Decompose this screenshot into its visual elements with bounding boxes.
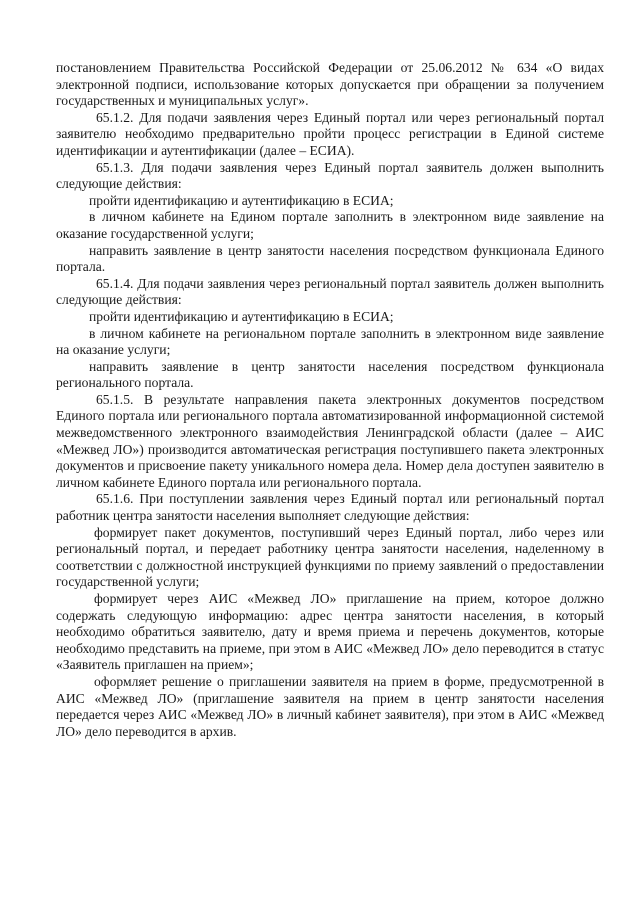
list-item: пройти идентификацию и аутентификацию в ЕСИА; [89, 308, 394, 324]
list-item: формирует через АИС «Межвед ЛО» приглашение на прием, которое должно содержать следующую информацию: адрес центра занятости населения, в который необходимо обратиться заявителю, дату и время приема и перечень документов, которые необходимо представить на приеме, при этом в АИС «Межвед ЛО» дело переводится в статус «Заявитель приглашен на прием»; [56, 591, 604, 673]
paragraph-65-1-2: 65.1.2. Для подачи заявления через Единый портал или через региональный портал заявителю необходимо предварительно пройти процесс регистрации в Единой системе идентификации и аутентификации (далее – ЕСИА). [56, 109, 604, 158]
paragraph-65-1-5: 65.1.5. В результате направления пакета электронных документов посредством Единого портала или регионального портала автоматизированной информационной системой межведомственного электронного взаимодействия Ленинградской области (далее – АИС «Межвед ЛО») производится автоматическая регистрация поступившего пакета электронных документов и присвоение пакету уникального номера дела. Номер дела доступен заявителю в личном кабинете Единого портала или регионального портала. [56, 391, 604, 490]
list-item: пройти идентификацию и аутентификацию в ЕСИА; [89, 192, 394, 208]
list-item: в личном кабинете на Едином портале заполнить в электронном виде заявление на оказание государственной услуги; [56, 209, 604, 241]
list-item: направить заявление в центр занятости населения посредством функционала регионального портала. [56, 358, 604, 391]
list-item: направить заявление в центр занятости населения посредством функционала Единого портала. [56, 242, 604, 275]
paragraph-intro: постановлением Правительства Российской Федерации от 25.06.2012 № 634 «О видах электронной подписи, использование которых допускается при обращении за получением государственных и муниципальных услуг». [56, 60, 604, 109]
paragraph-65-1-3: 65.1.3. Для подачи заявления через Единый портал заявитель должен выполнить следующие действия: [56, 159, 604, 192]
list-item: оформляет решение о приглашении заявителя на прием в форме, предусмотренной в АИС «Межвед ЛО» (приглашение заявителя на прием в центр занятости населения передается через АИС «Межвед ЛО» в личный кабинет заявителя), при этом в АИС «Межвед ЛО» дело переводится в архив. [56, 673, 604, 739]
paragraph-65-1-4: 65.1.4. Для подачи заявления через региональный портал заявитель должен выполнить следующие действия: [56, 275, 604, 308]
list-item: в личном кабинете на региональном портале заполнить в электронном виде заявление на оказание услуги; [56, 325, 604, 358]
paragraph-65-1-6: 65.1.6. При поступлении заявления через Единый портал или региональный портал работник центра занятости населения выполняет следующие действия: [56, 491, 604, 524]
document-page [56, 60, 604, 740]
list-item: формирует пакет документов, поступивший через Единый портал, либо через или региональный портал, и передает работнику центра занятости населения, наделенному в соответствии с должностной инструкцией функциями по приему заявлений о предоставлении государственной услуги; [56, 524, 604, 590]
